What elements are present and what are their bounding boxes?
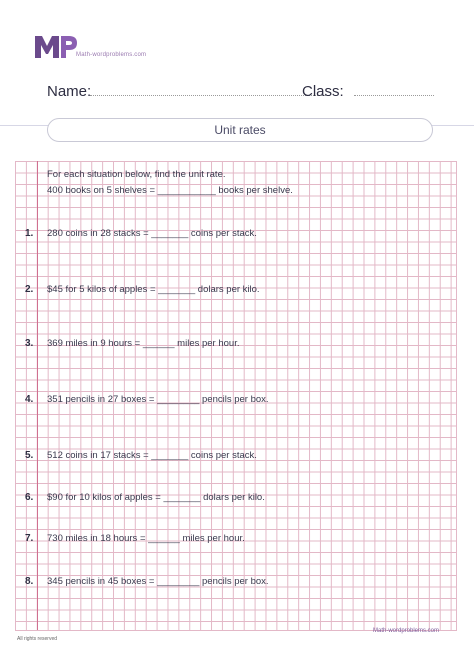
question-text: 730 miles in 18 hours = ______ miles per hour. xyxy=(47,533,245,544)
logo-site-text: Math-wordproblems.com xyxy=(76,52,147,58)
question-number: 1. xyxy=(25,228,34,239)
question-text: 512 coins in 17 stacks = _______ coins per stack. xyxy=(47,450,257,461)
name-class-row xyxy=(47,80,437,102)
worksheet-title: Unit rates xyxy=(47,118,433,142)
instruction-line-2: 400 books on 5 shelves = ___________ books per shelve. xyxy=(47,185,293,196)
question-number: 7. xyxy=(25,533,34,544)
class-field-line[interactable] xyxy=(354,95,434,96)
footer-rights: All rights reserved xyxy=(17,636,58,642)
footer-site: Math-wordproblems.com xyxy=(373,628,440,634)
question-number: 4. xyxy=(25,394,34,405)
question-number: 6. xyxy=(25,492,34,503)
question-text: 351 pencils in 27 boxes = ________ pencils per box. xyxy=(47,394,269,405)
question-text: $90 for 10 kilos of apples = _______ dolars per kilo. xyxy=(47,492,265,503)
question-text: 369 miles in 9 hours = ______ miles per hour. xyxy=(47,338,240,349)
name-label: Name: xyxy=(47,83,92,100)
class-label: Class: xyxy=(302,83,344,100)
question-text: 280 coins in 28 stacks = _______ coins per stack. xyxy=(47,228,257,239)
instruction-line-1: For each situation below, find the unit rate. xyxy=(47,169,226,180)
name-field-line[interactable] xyxy=(90,95,330,96)
question-text: $45 for 5 kilos of apples = _______ dolars per kilo. xyxy=(47,284,260,295)
margin-line xyxy=(37,161,38,630)
question-number: 8. xyxy=(25,576,34,587)
question-number: 3. xyxy=(25,338,34,349)
question-number: 2. xyxy=(25,284,34,295)
question-text: 345 pencils in 45 boxes = ________ pencils per box. xyxy=(47,576,269,587)
question-number: 5. xyxy=(25,450,34,461)
